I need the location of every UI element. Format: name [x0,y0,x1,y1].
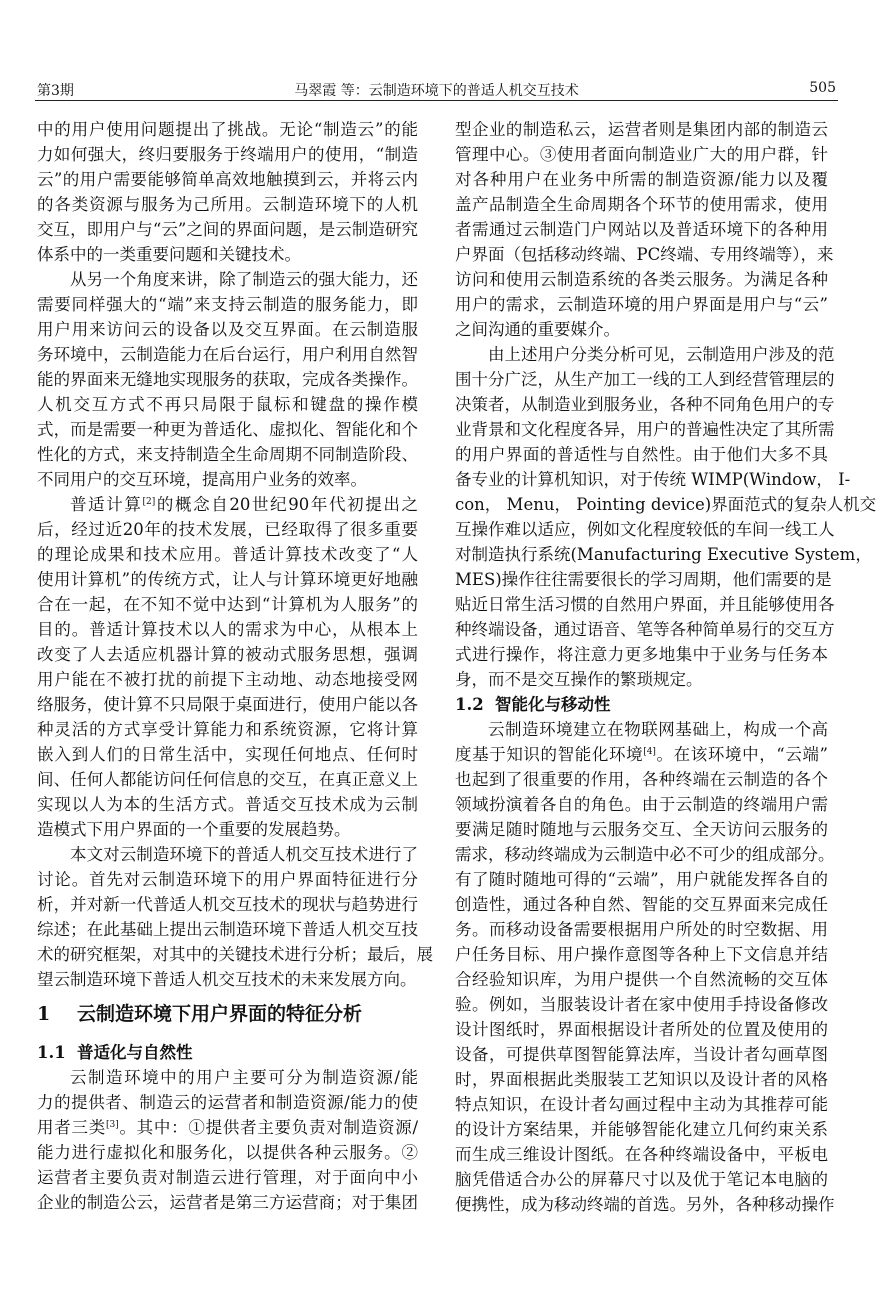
text-line: 性化的方式，来支持制造全生命周期不同制造阶段、 [37,445,418,464]
text-line: con， Menu， Pointing device)界面范式的复杂人机交 [455,495,877,514]
text-line: 之间沟通的重要媒介。 [455,320,620,339]
heading-title: 智能化与移动性 [495,695,611,714]
running-header [35,78,838,101]
text-line: 互操作难以适应，例如文化程度较低的车间一线工人 [455,520,835,539]
text-line: 需求，移动终端成为云制造中必不可少的组成部分。 [455,845,835,864]
text-line: 户任务目标、用户操作意图等各种上下文信息并结 [455,945,828,964]
text-line: 的设计方案结果，并能够智能化建立几何约束关系 [455,1120,828,1139]
text-line: 的理论成果和技术应用。普适计算技术改变了“人 [37,545,418,564]
paragraph [37,117,418,267]
text-line: 综述；在此基础上提出云制造环境下普适人机交互技 [37,920,418,939]
text-line: 由上述用户分类分析可见，云制造用户涉及的范 [488,345,835,364]
text-line: 访问和使用云制造系统的各类云服务。为满足各种 [455,270,828,289]
heading-number: 1 [37,1003,51,1025]
text-line: 盖产品制造全生命周期各个环节的使用需求，使用 [455,195,828,214]
right-column [455,117,877,1217]
text-line: 合经验知识库，为用户提供一个自然流畅的交互体 [455,970,828,989]
text-line: 云”的用户需要能够简单高效地触摸到云，并将云内 [37,170,418,189]
text-line: 围十分广泛，从生产加工一线的工人到经营管理层的 [455,370,835,389]
journal-issue: 第3期 [37,83,74,99]
subsection-heading [455,692,828,717]
text-line: 对制造执行系统(Manufacturing Executive System， [455,545,872,564]
heading-number: 1.1 [37,1043,66,1062]
text-line: 者需通过云制造门户网站以及普适环境下的各种用 [455,220,828,239]
text-line: 户界面（包括移动终端、PC终端、专用终端等），来 [455,245,834,264]
text-line: 脑凭借适合办公的屏幕尺寸以及优于笔记本电脑的 [455,1170,828,1189]
text-line: 能的界面来无缝地实现服务的获取，完成各类操作。 [37,370,418,389]
text-line: 云制造环境建立在物联网基础上，构成一个高 [488,720,828,739]
text-line: 务。而移动设备需要根据用户所处的时空数据、用 [455,920,828,939]
text-line: 贴近日常生活习惯的自然用户界面，并且能够使用各 [455,595,835,614]
text-line: 中的用户使用问题提出了挑战。无论“制造云”的能 [37,120,418,139]
left-column [37,117,433,1215]
text-line: 不同用户的交互环境，提高用户业务的效率。 [37,470,367,489]
text-line: 运营者主要负责对制造云进行管理，对于面向中小 [37,1168,418,1187]
heading-title: 云制造环境下用户界面的特征分析 [77,1003,363,1025]
text-line: 种灵活的方式享受计算能力和系统资源，它将计算 [37,720,418,739]
subsection-heading [37,1040,418,1065]
text-line: 验。例如，当服装设计者在家中使用手持设备修改 [455,995,828,1014]
text-line: MES)操作往往需要很长的学习周期，他们需要的是 [455,570,832,589]
text-line: 望云制造环境下普适人机交互技术的未来发展方向。 [37,970,417,989]
text-line: 备专业的计算机知识，对于传统 WIMP(Window， I- [455,470,851,489]
text-line: 实现以人为本的生活方式。普适交互技术成为云制 [37,795,418,814]
paragraph [37,1065,418,1215]
text-line: 种终端设备，通过语音、笔等各种简单易行的交互方 [455,620,835,639]
heading-number: 1.2 [455,695,484,714]
text-line: 的各类资源与服务为己所用。云制造环境下的人机 [37,195,418,214]
text-line: 需要同样强大的“端”来支持云制造的服务能力，即 [37,295,418,314]
text-line: 业背景和文化程度各异，用户的普遍性决定了其所需 [455,420,835,439]
text-line: 嵌入到人们的日常生活中，实现任何地点、任何时 [37,745,418,764]
text-line: 对各种用户在业务中所需的制造资源/能力以及覆 [455,170,828,189]
text-line: 设计图纸时，界面根据设计者所处的位置及使用的 [455,1020,828,1039]
paragraph [455,717,835,1217]
text-line: 普适计算[2]的概念自20世纪90年代初提出之 [70,495,418,514]
text-line: 时，界面根据此类服装工艺知识以及设计者的风格 [455,1070,828,1089]
text-line: 体系中的一类重要问题和关键技术。 [37,245,301,264]
text-line: 使用计算机”的传统方式，让人与计算环境更好地融 [37,570,418,589]
text-line: 络服务，使计算不只局限于桌面进行，使用户能以各 [37,695,418,714]
text-line: 力如何强大，终归要服务于终端用户的使用，“制造 [37,145,418,164]
paragraph [37,842,433,992]
text-line: 间、任何人都能访问任何信息的交互，在真正意义上 [37,770,418,789]
text-line: 管理中心。③使用者面向制造业广大的用户群，针 [455,145,828,164]
text-line: 人机交互方式不再只局限于鼠标和键盘的操作模 [37,395,418,414]
text-line: 用户的需求，云制造环境的用户界面是用户与“云” [455,295,828,314]
text-line: 能力进行虚拟化和服务化，以提供各种云服务。② [37,1143,418,1162]
text-line: 要满足随时随地与云服务交互、全天访问云服务的 [455,820,828,839]
section-heading [37,1002,418,1027]
text-line: 用户能在不被打扰的前提下主动地、动态地接受网 [37,670,418,689]
text-line: 也起到了很重要的作用，各种终端在云制造的各个 [455,770,828,789]
text-line: 力的提供者、制造云的运营者和制造资源/能力的使 [37,1093,418,1112]
paragraph [455,117,834,342]
citation-marker: [2] [142,497,156,507]
text-line: 本文对云制造环境下的普适人机交互技术进行了 [70,845,418,864]
citation-marker: [4] [643,747,656,757]
text-line: 有了随时随地可得的“云端”，用户就能发挥各自的 [455,870,828,889]
text-line: 造模式下用户界面的一个重要的发展趋势。 [37,820,351,839]
text-line: 身，而不是交互操作的繁琐规定。 [455,670,703,689]
text-line: 术的研究框架，对其中的关键技术进行分析；最后，展 [37,945,433,964]
paragraph [37,267,418,492]
text-line: 领域扮演着各自的角色。由于云制造的终端用户需 [455,795,828,814]
text-line: 用者三类[3]。其中：①提供者主要负责对制造资源/ [37,1118,419,1137]
text-line: 企业的制造公云，运营者是第三方运营商；对于集团 [37,1193,418,1212]
text-line: 交互，即用户与“云”之间的界面问题，是云制造研究 [37,220,418,239]
text-line: 特点知识，在设计者勾画过程中主动为其推荐可能 [455,1095,828,1114]
citation-marker: [3] [105,1120,119,1130]
heading-title: 普适化与自然性 [77,1043,193,1062]
text-line: 型企业的制造私云，运营者则是集团内部的制造云 [455,120,828,139]
paragraph [455,342,877,692]
text-line: 度基于知识的智能化环境[4]。在该环境中，“云端” [455,745,828,764]
page-number: 505 [809,80,836,96]
text-line: 决策者，从制造业到服务业，各种不同角色用户的专 [455,395,835,414]
text-line: 用户用来访问云的设备以及交互界面。在云制造服 [37,320,418,339]
text-line: 从另一个角度来讲，除了制造云的强大能力，还 [70,270,418,289]
text-line: 创造性，通过各种自然、智能的交互界面来完成任 [455,895,828,914]
text-line: 设备，可提供草图智能算法库，当设计者勾画草图 [455,1045,828,1064]
text-line: 后，经过近20年的技术发展，已经取得了很多重要 [37,520,418,539]
text-line: 务环境中，云制造能力在后台运行，用户利用自然智 [37,345,418,364]
text-line: 改变了人去适应机器计算的被动式服务思想，强调 [37,645,418,664]
text-line: 而生成三维设计图纸。在各种终端设备中，平板电 [455,1145,828,1164]
text-line: 合在一起，在不知不觉中达到“计算机为人服务”的 [37,595,418,614]
running-title: 马翠霞 等：云制造环境下的普适人机交互技术 [294,83,579,99]
text-line: 云制造环境中的用户主要可分为制造资源/能 [70,1068,418,1087]
text-line: 析，并对新一代普适人机交互技术的现状与趋势进行 [37,895,418,914]
text-line: 便携性，成为移动终端的首选。另外，各种移动操作 [455,1195,835,1214]
text-line: 的用户界面的普适性与自然性。由于他们大多不具 [455,445,828,464]
text-line: 式进行操作，将注意力更多地集中于业务与任务本 [455,645,828,664]
paragraph [37,492,418,842]
text-line: 目的。普适计算技术以人的需求为中心，从根本上 [37,620,418,639]
text-line: 讨论。首先对云制造环境下的用户界面特征进行分 [37,870,418,889]
text-line: 式，而是需要一种更为普适化、虚拟化、智能化和个 [37,420,418,439]
